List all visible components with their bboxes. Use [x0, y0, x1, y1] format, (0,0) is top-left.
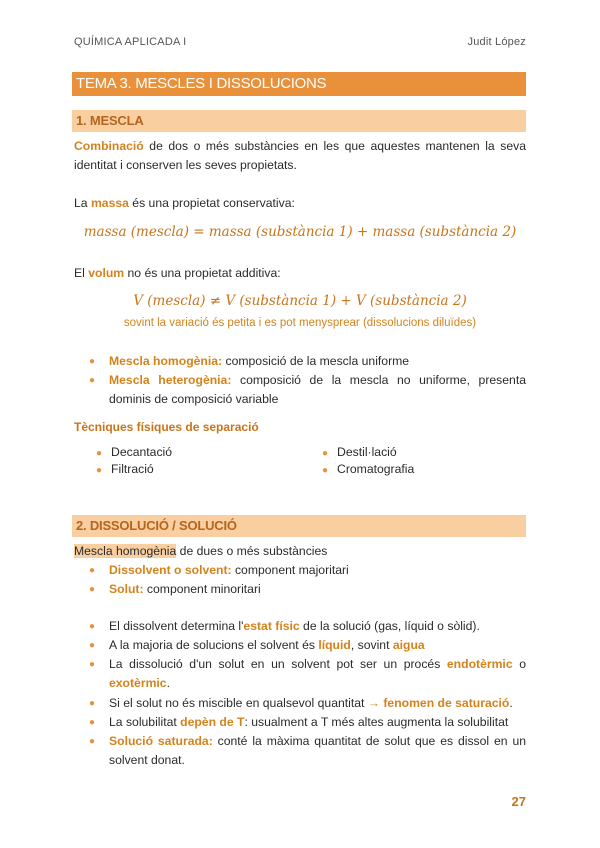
bullet-icon: ●: [89, 698, 96, 709]
bullet-icon: ●: [89, 621, 96, 632]
list-item: [96, 460, 154, 480]
highlighted-term: Mescla homogènia: [74, 544, 177, 558]
technique-label: Cromatografia: [337, 462, 415, 476]
homogeneous-term: Mescla homogènia:: [109, 354, 223, 368]
b1-pre: El dissolvent determina l': [109, 619, 244, 633]
volume-term: volum: [88, 266, 125, 280]
volume-formula: V (mescla) ≠ V (substància 1) + V (substància 2): [133, 293, 467, 309]
b1-post: de la solució (gas, líquid o sòlid).: [299, 619, 480, 633]
b4-term: → fenomen de saturació: [367, 696, 510, 710]
list-item: [90, 371, 526, 409]
solvent-text: component majoritari: [231, 563, 349, 577]
b3-term2: exotèrmic: [109, 676, 167, 690]
mass-formula: massa (mescla) = massa (substància 1) + massa (substància 2): [83, 224, 517, 240]
mass-paragraph: [74, 194, 526, 213]
technique-label: Decantació: [111, 445, 173, 459]
mass-term: massa: [90, 196, 129, 210]
techniques-heading: Tècniques físiques de separació: [74, 420, 259, 434]
heterogeneous-term: Mescla heterogènia:: [109, 373, 232, 387]
bullet-icon: ●: [89, 356, 96, 367]
list-item: [90, 580, 526, 599]
b6-post: conté la màxima quantitat de solut que es dissol en un solvent donat.: [109, 734, 526, 767]
bullet-icon: ●: [89, 375, 96, 386]
bullet-icon: ●: [89, 659, 96, 670]
bullet-icon: ●: [89, 717, 96, 728]
page-number: 27: [511, 794, 526, 809]
b6-term: Solució saturada:: [109, 734, 213, 748]
list-item: [90, 655, 526, 693]
b4-pre: Si el solut no és miscible en qualsevol quantitat: [109, 696, 368, 710]
b3-mid: o: [512, 657, 526, 671]
list-item: [90, 732, 526, 770]
list-item: [90, 713, 526, 732]
b2-mid: , sovint: [350, 638, 393, 652]
solute-text: component minoritari: [143, 582, 261, 596]
b3-post: .: [166, 676, 170, 690]
volume-paragraph: [74, 264, 526, 283]
b3-term1: endotèrmic: [446, 657, 513, 671]
vol-post: no és una propietat additiva:: [124, 266, 281, 280]
technique-label: Filtració: [111, 462, 154, 476]
volume-note: sovint la variació és petita i es pot menysprear (dissolucions diluïdes): [123, 317, 477, 329]
list-item: [322, 460, 414, 480]
b1-term: estat físic: [243, 619, 300, 633]
heterogeneous-text: composició de la mescla no uniforme, presenta dominis de composició variable: [109, 373, 526, 406]
b5-pre: La solubilitat: [109, 715, 181, 729]
bullet-icon: ●: [322, 448, 329, 459]
b2-term2: aigua: [392, 638, 425, 652]
homogeneous-text: composició de la mescla uniforme: [222, 354, 410, 368]
dissolution-intro: [74, 542, 526, 561]
bullet-icon: ●: [89, 736, 96, 747]
bullet-icon: ●: [322, 465, 329, 476]
mass-pre: La: [74, 196, 91, 210]
b4-post: .: [509, 696, 513, 710]
b3-pre: La dissolució d'un solut en un solvent pot ser un procés: [109, 657, 447, 671]
course-name: QUÍMICA APLICADA I: [74, 36, 187, 48]
list-item: [90, 561, 526, 580]
technique-label: Destil·lació: [337, 445, 397, 459]
list-item: [90, 694, 526, 713]
section-heading-dissolucio: 2. DISSOLUCIÓ / SOLUCIÓ: [72, 515, 526, 537]
bullet-icon: ●: [96, 465, 103, 476]
list-item: [90, 617, 526, 636]
bullet-icon: ●: [89, 640, 96, 651]
list-item: [90, 636, 526, 655]
intro-rest: de dues o més substàncies: [176, 544, 328, 558]
author-name: Judit López: [467, 36, 526, 48]
section-heading-mescla: 1. MESCLA: [72, 110, 526, 132]
solvent-term: Dissolvent o solvent:: [109, 563, 232, 577]
page-header: [74, 36, 526, 52]
mass-post: és una propietat conservativa:: [128, 196, 295, 210]
chapter-title: TEMA 3. MESCLES I DISSOLUCIONS: [72, 72, 526, 96]
definition-text: de dos o més substàncies en les que aquestes mantenen la seva identitat i conserven les seves propietats.: [74, 139, 526, 172]
b5-post: : usualment a T més altes augmenta la solubilitat: [244, 715, 509, 729]
list-item: [90, 352, 526, 371]
bullet-icon: ●: [96, 448, 103, 459]
vol-pre: El: [74, 266, 89, 280]
b2-pre: A la majoria de solucions el solvent és: [109, 638, 319, 652]
solute-term: Solut:: [109, 582, 144, 596]
b2-term1: líquid: [318, 638, 351, 652]
b5-term: depèn de T: [180, 715, 245, 729]
definition-term: Combinació: [74, 139, 144, 153]
bullet-icon: ●: [89, 565, 96, 576]
definition-paragraph: [74, 137, 526, 175]
bullet-icon: ●: [89, 584, 96, 595]
